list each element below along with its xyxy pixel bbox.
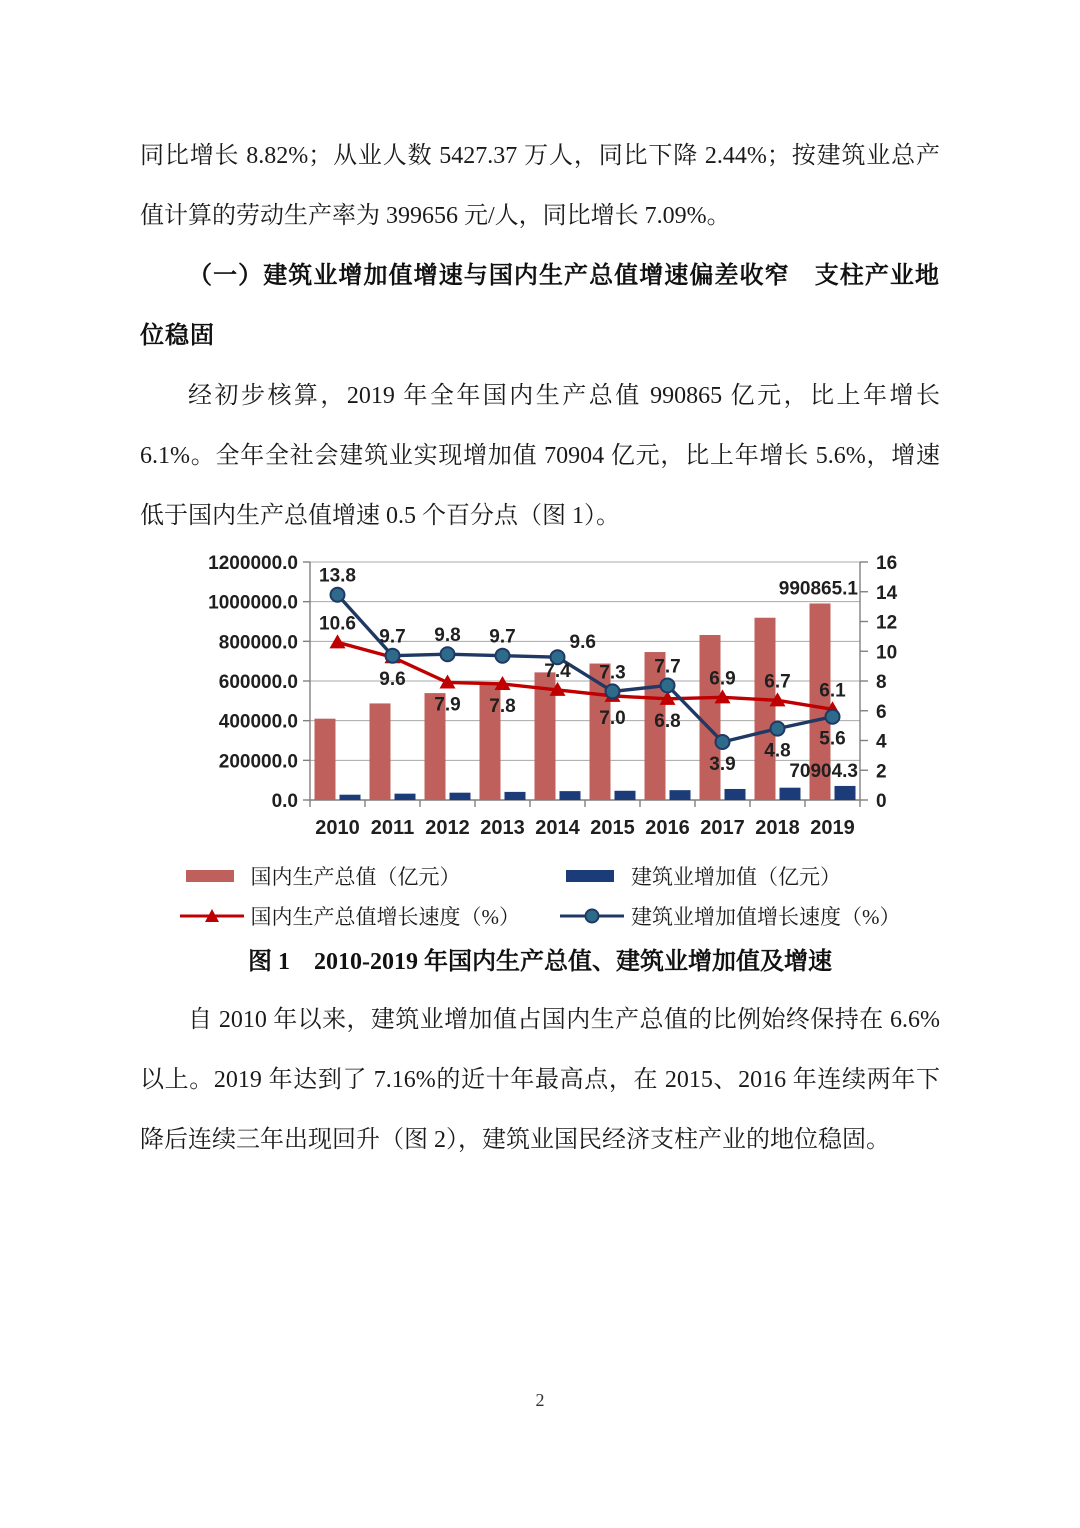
bar-construction-va-2010	[340, 795, 361, 800]
data-label-gdp-growth-2014: 7.4	[544, 660, 571, 682]
x-axis-label: 2017	[700, 817, 745, 839]
legend-label: 建筑业增加值（亿元）	[631, 865, 841, 889]
paragraph-labor-productivity: 同比增长 8.82%；从业人数 5427.37 万人，同比下降 2.44%；按建筑业总产值计算的劳动生产率为 399656 元/人，同比增长 7.09%。	[140, 143, 940, 229]
x-axis-label: 2012	[425, 817, 470, 839]
data-label-construction-growth-2010: 13.8	[319, 565, 356, 587]
x-axis-label: 2019	[810, 817, 855, 839]
marker-construction-growth-2013	[496, 649, 510, 663]
data-label-gdp-growth-2017: 6.9	[709, 668, 736, 690]
marker-construction-growth-2010	[331, 588, 345, 602]
data-label-gdp-growth-2013: 7.8	[489, 695, 516, 717]
marker-construction-growth-2011	[386, 649, 400, 663]
right-axis-label: 8	[876, 672, 887, 693]
x-axis-label: 2011	[370, 817, 415, 839]
legend-item-gdp	[180, 861, 521, 891]
legend-swatch-gdp	[180, 866, 244, 886]
left-axis-label: 800000.0	[218, 632, 298, 654]
data-label-construction-growth-2013: 9.7	[489, 626, 516, 648]
left-axis-label: 600000.0	[218, 672, 298, 693]
right-axis-label: 0	[876, 791, 887, 812]
data-label-construction-growth-2015: 7.3	[599, 662, 626, 684]
chart-legend	[140, 861, 940, 931]
bar-gdp-2011	[370, 703, 391, 800]
data-label-gdp-growth-2015: 7.0	[599, 707, 626, 729]
chart-svg	[165, 552, 915, 852]
legend-swatch-gdp-growth	[180, 906, 244, 926]
right-axis-label: 14	[876, 582, 898, 604]
data-label-gdp-growth-2011: 9.6	[379, 669, 406, 691]
bar-construction-va-2011	[395, 794, 416, 800]
data-label-construction-growth-2014: 9.6	[569, 632, 596, 654]
legend-item-construction-growth	[560, 901, 901, 931]
x-axis-label: 2018	[755, 817, 800, 839]
figure1-chart	[165, 552, 915, 857]
right-axis-label: 6	[876, 701, 887, 723]
data-label-gdp-growth-2016: 6.8	[654, 710, 681, 732]
bar-construction-va-2016	[670, 790, 691, 800]
data-label-gdp-growth-2019: 6.1	[819, 680, 846, 702]
right-axis-label: 2	[876, 761, 887, 783]
right-axis-label: 4	[876, 731, 887, 753]
legend-item-gdp-growth	[180, 901, 521, 931]
data-label-gdp-growth-2018: 6.7	[764, 671, 791, 693]
right-axis-label: 10	[876, 642, 898, 664]
figure1-caption: 图 1 2010-2019 年国内生产总值、建筑业增加值及增速	[248, 949, 832, 975]
data-label-construction-growth-2016: 7.7	[654, 656, 681, 678]
x-axis-label: 2013	[480, 817, 525, 839]
marker-construction-growth-2019	[826, 710, 840, 724]
data-label-construction-growth-2011: 9.7	[379, 626, 406, 648]
bar-gdp-2018	[755, 618, 776, 800]
legend-label: 国内生产总值（亿元）	[250, 865, 461, 889]
paragraph-gdp-overview: 经初步核算，2019 年全年国内生产总值 990865 亿元，比上年增长 6.1%。全年全社会建筑业实现增加值 70904 亿元，比上年增长 5.6%，增速低于国内生产总值增速 0.5 个百分点（图 1）。	[140, 383, 940, 529]
legend-label: 建筑业增加值增长速度（%）	[631, 905, 901, 929]
left-axis-label: 0.0	[271, 791, 298, 812]
bar-construction-va-2012	[450, 793, 471, 800]
legend-circle-marker	[586, 910, 599, 923]
left-axis-label: 1000000.0	[208, 592, 298, 614]
x-axis-label: 2010	[315, 817, 360, 839]
bar-gdp-2017	[700, 635, 721, 800]
marker-construction-growth-2012	[441, 647, 455, 661]
bar-construction-va-2019	[835, 786, 856, 800]
page-content	[140, 126, 940, 1170]
figure-1	[140, 552, 940, 976]
page-number: 2	[535, 1390, 545, 1410]
data-label-gdp-growth-2012: 7.9	[434, 694, 461, 716]
legend-swatch-construction-growth	[560, 906, 624, 926]
data-label-construction-growth-2017: 3.9	[709, 753, 736, 775]
legend-item-construction-va	[560, 861, 901, 891]
data-label-gdp-growth-2010: 10.6	[319, 613, 356, 635]
right-axis-label: 16	[876, 553, 898, 574]
legend-label: 国内生产总值增长速度（%）	[250, 905, 520, 929]
bar-construction-va-2018	[780, 788, 801, 800]
x-axis-label: 2016	[645, 817, 690, 839]
bar-gdp-2010	[315, 719, 336, 800]
legend-bar-swatch	[566, 870, 614, 882]
paragraph-share-analysis: 自 2010 年以来，建筑业增加值占国内生产总值的比例始终保持在 6.6%以上。2019 年达到了 7.16%的近十年最高点，在 2015、2016 年连续两年下降后连续三年出现回升（图 2），建筑业国民经济支柱产业的地位稳固。	[140, 1007, 940, 1153]
data-label-construction-growth-2019: 5.6	[819, 728, 846, 750]
marker-construction-growth-2018	[771, 722, 785, 736]
section-heading: （一）建筑业增加值增速与国内生产总值增速偏差收窄 支柱产业地位稳固	[140, 263, 940, 349]
left-axis-label: 200000.0	[218, 751, 298, 773]
bar-construction-va-2014	[560, 791, 581, 800]
marker-construction-growth-2017	[716, 735, 730, 749]
data-label-construction-growth-2012: 9.8	[434, 625, 461, 647]
left-axis-label: 1200000.0	[208, 553, 298, 574]
data-label-construction-va-2019: 70904.3	[789, 760, 858, 782]
right-axis-label: 12	[876, 612, 898, 634]
x-axis-label: 2015	[590, 817, 635, 839]
marker-construction-growth-2016	[661, 678, 675, 692]
marker-construction-growth-2015	[606, 684, 620, 698]
left-axis-label: 400000.0	[218, 711, 298, 733]
bar-construction-va-2015	[615, 791, 636, 800]
legend-bar-swatch	[186, 870, 234, 882]
data-label-gdp-2019: 990865.1	[778, 578, 858, 600]
bar-construction-va-2017	[725, 789, 746, 800]
x-axis-label: 2014	[535, 817, 580, 839]
bar-construction-va-2013	[505, 792, 526, 800]
data-label-construction-growth-2018: 4.8	[764, 740, 791, 762]
legend-swatch-construction-va	[560, 866, 624, 886]
